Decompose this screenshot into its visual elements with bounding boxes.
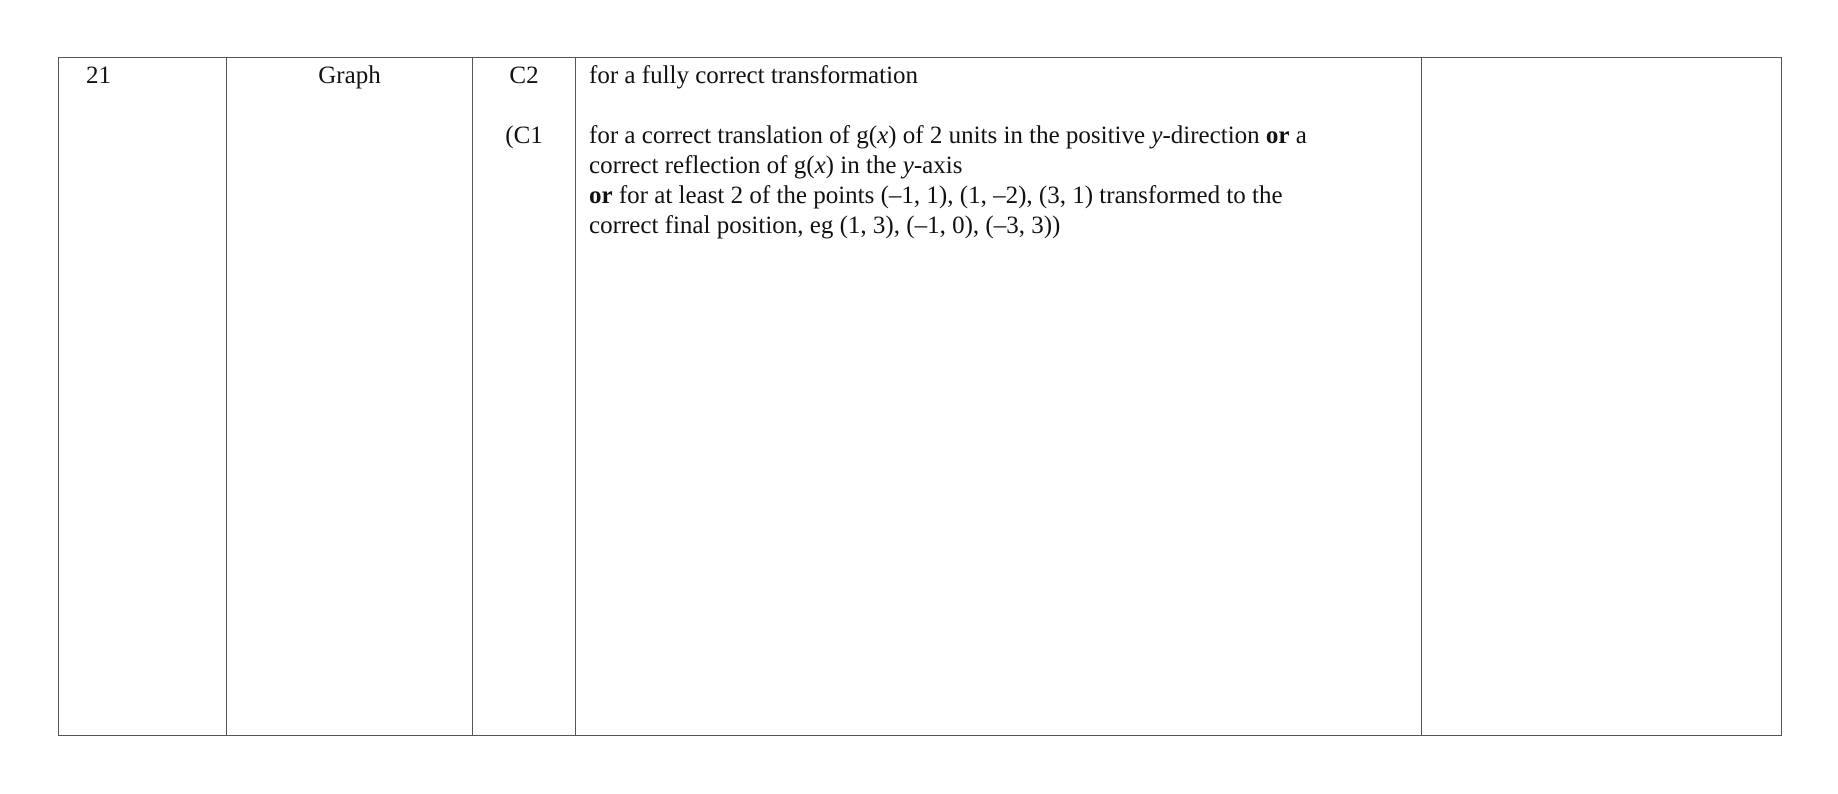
variable-y: y: [1151, 122, 1163, 149]
note-text: a: [1289, 122, 1307, 149]
marks-cell: [473, 58, 576, 736]
mark-scheme-table: [58, 57, 1782, 736]
note-text: for at least 2 of the points (–1, 1), (1, –2), (3, 1) transformed to the: [612, 182, 1283, 209]
note-text: -direction: [1162, 122, 1266, 149]
answer-cell: [227, 58, 473, 736]
mark-partial: (C1: [505, 122, 543, 149]
note-partial-line-2: [589, 151, 1421, 181]
variable-y: y: [902, 152, 914, 179]
extra-cell: [1422, 58, 1782, 736]
mark-spacer: [473, 91, 575, 121]
variable-x: x: [877, 122, 889, 149]
or-keyword: or: [1265, 122, 1290, 149]
or-keyword: or: [589, 182, 613, 209]
table-row: [59, 58, 1782, 736]
note-text: correct reflection of g(: [589, 152, 815, 179]
mark-main: C2: [509, 62, 539, 89]
note-text: ) in the: [825, 152, 903, 179]
note-partial-line-3: [589, 181, 1421, 211]
question-number: 21: [86, 62, 111, 89]
question-number-cell: [59, 58, 227, 736]
note-main: for a fully correct transformation: [589, 62, 919, 89]
answer-text: Graph: [318, 62, 381, 89]
note-partial-line-4: correct final position, eg (1, 3), (–1, 0), (–3, 3)): [589, 212, 1061, 239]
variable-x: x: [814, 152, 826, 179]
note-text: for a correct translation of g(: [589, 122, 878, 149]
note-partial-line-1: [589, 121, 1421, 151]
note-spacer: [589, 91, 1421, 121]
note-text: -axis: [913, 152, 963, 179]
notes-cell: [576, 58, 1422, 736]
note-text: ) of 2 units in the positive: [888, 122, 1152, 149]
